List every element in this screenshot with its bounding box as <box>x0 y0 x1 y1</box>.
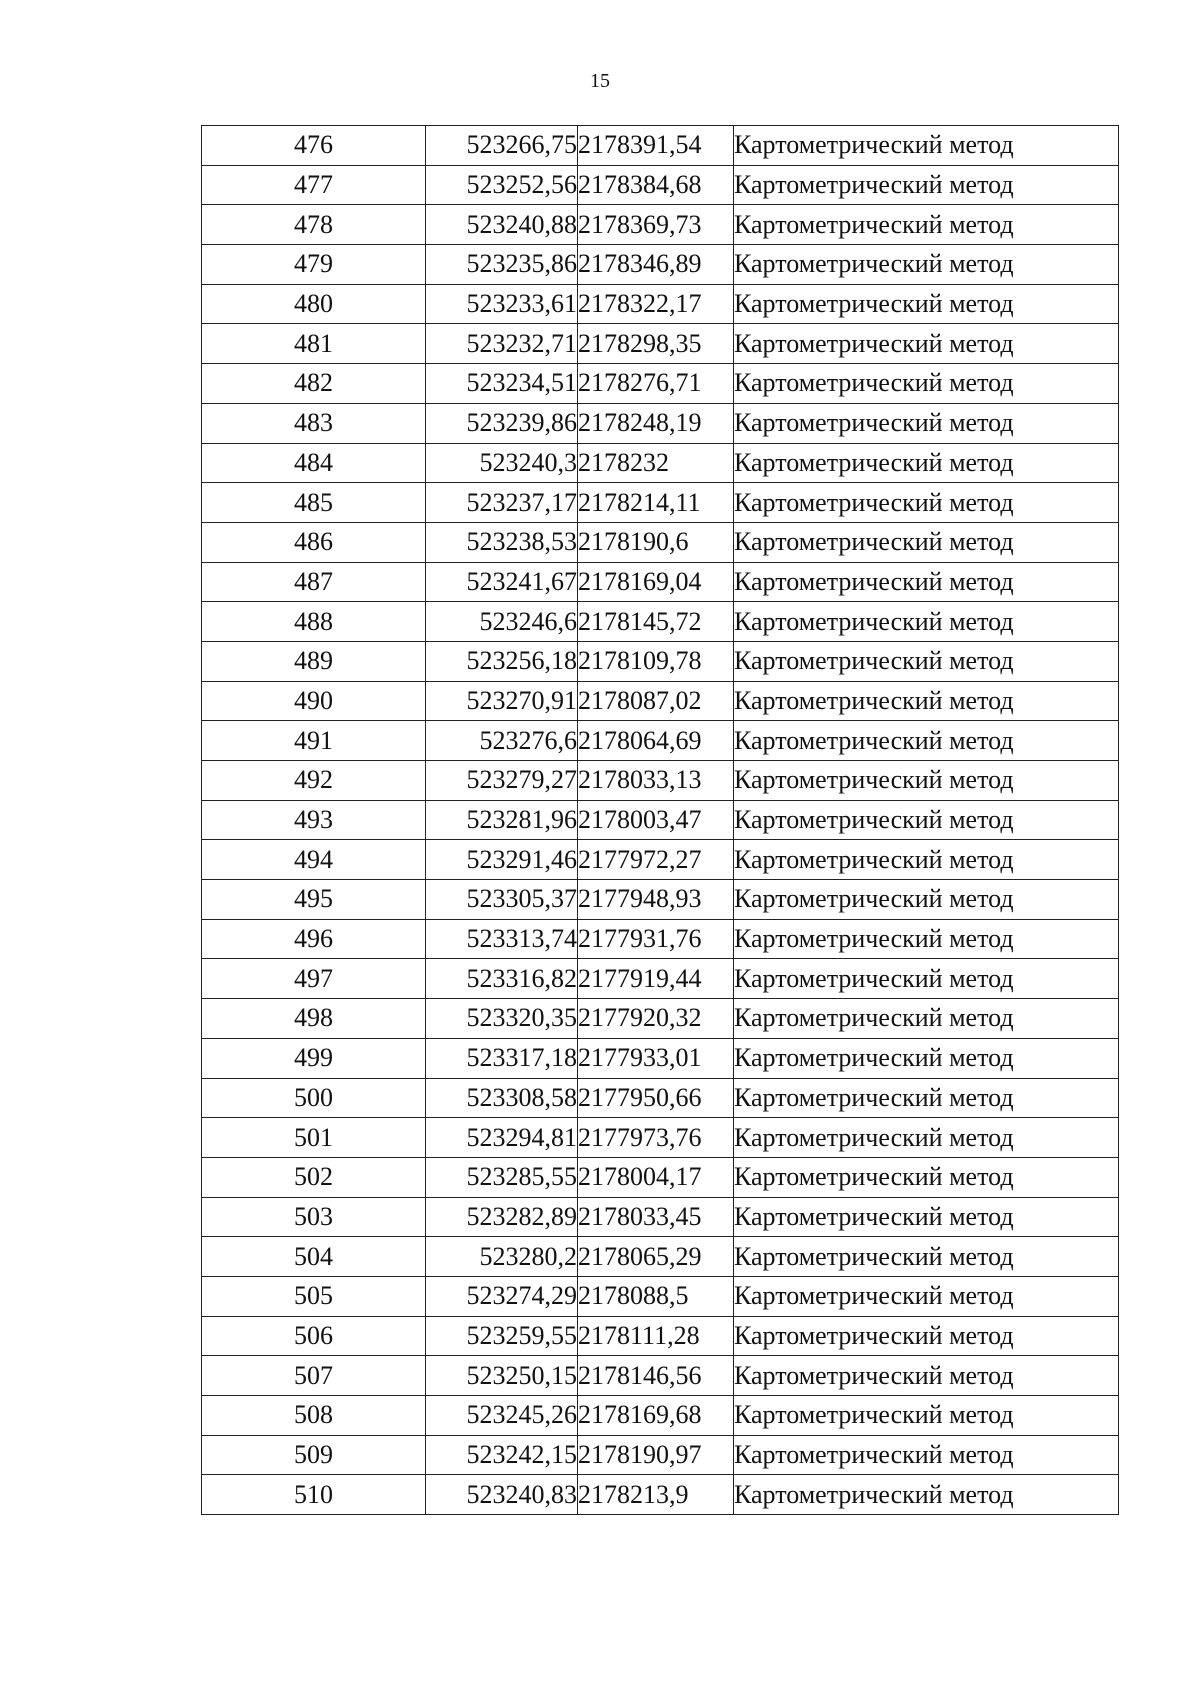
x-coordinate-cell: 523270,91 <box>426 681 578 721</box>
y-coordinate-cell: 2178087,02 <box>578 681 734 721</box>
method-cell: Картометрический метод <box>734 522 1119 562</box>
x-coordinate-cell: 523234,51 <box>426 364 578 404</box>
y-coordinate-cell: 2177931,76 <box>578 919 734 959</box>
point-number-cell: 497 <box>202 959 426 999</box>
table-row <box>202 641 1119 681</box>
point-number-cell: 486 <box>202 522 426 562</box>
y-coordinate-cell: 2178088,5 <box>578 1276 734 1316</box>
x-coordinate-cell: 523266,75 <box>426 126 578 166</box>
table-row <box>202 284 1119 324</box>
point-number-cell: 504 <box>202 1237 426 1277</box>
y-coordinate-cell: 2178109,78 <box>578 641 734 681</box>
method-cell: Картометрический метод <box>734 324 1119 364</box>
point-number-cell: 503 <box>202 1197 426 1237</box>
method-cell: Картометрический метод <box>734 1078 1119 1118</box>
point-number-cell: 476 <box>202 126 426 166</box>
x-coordinate-cell: 523241,67 <box>426 562 578 602</box>
method-cell: Картометрический метод <box>734 999 1119 1039</box>
point-number-cell: 507 <box>202 1356 426 1396</box>
y-coordinate-cell: 2177920,32 <box>578 999 734 1039</box>
method-cell: Картометрический метод <box>734 959 1119 999</box>
table-row <box>202 840 1119 880</box>
point-number-cell: 508 <box>202 1396 426 1436</box>
method-cell: Картометрический метод <box>734 1157 1119 1197</box>
y-coordinate-cell: 2178213,9 <box>578 1475 734 1515</box>
coordinates-table <box>201 125 1119 1515</box>
method-cell: Картометрический метод <box>734 919 1119 959</box>
y-coordinate-cell: 2178145,72 <box>578 602 734 642</box>
method-cell: Картометрический метод <box>734 1475 1119 1515</box>
point-number-cell: 480 <box>202 284 426 324</box>
x-coordinate-cell: 523294,81 <box>426 1118 578 1158</box>
table-row <box>202 1078 1119 1118</box>
x-coordinate-cell: 523274,29 <box>426 1276 578 1316</box>
table-row <box>202 1356 1119 1396</box>
y-coordinate-cell: 2178214,11 <box>578 483 734 523</box>
x-coordinate-cell: 523240,3 <box>426 443 578 483</box>
method-cell: Картометрический метод <box>734 364 1119 404</box>
point-number-cell: 489 <box>202 641 426 681</box>
point-number-cell: 493 <box>202 800 426 840</box>
point-number-cell: 505 <box>202 1276 426 1316</box>
method-cell: Картометрический метод <box>734 245 1119 285</box>
x-coordinate-cell: 523259,55 <box>426 1316 578 1356</box>
y-coordinate-cell: 2178146,56 <box>578 1356 734 1396</box>
x-coordinate-cell: 523305,37 <box>426 880 578 920</box>
table-row <box>202 800 1119 840</box>
x-coordinate-cell: 523281,96 <box>426 800 578 840</box>
y-coordinate-cell: 2177950,66 <box>578 1078 734 1118</box>
x-coordinate-cell: 523317,18 <box>426 1038 578 1078</box>
table-row <box>202 1475 1119 1515</box>
y-coordinate-cell: 2178004,17 <box>578 1157 734 1197</box>
point-number-cell: 495 <box>202 880 426 920</box>
x-coordinate-cell: 523238,53 <box>426 522 578 562</box>
table-row <box>202 324 1119 364</box>
method-cell: Картометрический метод <box>734 761 1119 801</box>
y-coordinate-cell: 2178346,89 <box>578 245 734 285</box>
point-number-cell: 482 <box>202 364 426 404</box>
point-number-cell: 510 <box>202 1475 426 1515</box>
y-coordinate-cell: 2177973,76 <box>578 1118 734 1158</box>
table-row <box>202 1316 1119 1356</box>
y-coordinate-cell: 2178065,29 <box>578 1237 734 1277</box>
point-number-cell: 483 <box>202 403 426 443</box>
table-row <box>202 364 1119 404</box>
point-number-cell: 494 <box>202 840 426 880</box>
x-coordinate-cell: 523316,82 <box>426 959 578 999</box>
point-number-cell: 484 <box>202 443 426 483</box>
y-coordinate-cell: 2178384,68 <box>578 165 734 205</box>
point-number-cell: 487 <box>202 562 426 602</box>
table-body <box>202 126 1119 1515</box>
table-row <box>202 165 1119 205</box>
point-number-cell: 502 <box>202 1157 426 1197</box>
x-coordinate-cell: 523245,26 <box>426 1396 578 1436</box>
table-row <box>202 999 1119 1039</box>
y-coordinate-cell: 2177933,01 <box>578 1038 734 1078</box>
x-coordinate-cell: 523291,46 <box>426 840 578 880</box>
point-number-cell: 506 <box>202 1316 426 1356</box>
y-coordinate-cell: 2178033,13 <box>578 761 734 801</box>
y-coordinate-cell: 2177972,27 <box>578 840 734 880</box>
table-row <box>202 1276 1119 1316</box>
method-cell: Картометрический метод <box>734 403 1119 443</box>
x-coordinate-cell: 523239,86 <box>426 403 578 443</box>
point-number-cell: 485 <box>202 483 426 523</box>
table-row <box>202 483 1119 523</box>
x-coordinate-cell: 523242,15 <box>426 1435 578 1475</box>
x-coordinate-cell: 523232,71 <box>426 324 578 364</box>
x-coordinate-cell: 523308,58 <box>426 1078 578 1118</box>
y-coordinate-cell: 2178248,19 <box>578 403 734 443</box>
table-row <box>202 681 1119 721</box>
method-cell: Картометрический метод <box>734 205 1119 245</box>
x-coordinate-cell: 523313,74 <box>426 919 578 959</box>
y-coordinate-cell: 2178391,54 <box>578 126 734 166</box>
method-cell: Картометрический метод <box>734 681 1119 721</box>
method-cell: Картометрический метод <box>734 800 1119 840</box>
x-coordinate-cell: 523237,17 <box>426 483 578 523</box>
y-coordinate-cell: 2178322,17 <box>578 284 734 324</box>
x-coordinate-cell: 523250,15 <box>426 1356 578 1396</box>
y-coordinate-cell: 2177948,93 <box>578 880 734 920</box>
page-number: 15 <box>590 70 610 92</box>
method-cell: Картометрический метод <box>734 126 1119 166</box>
method-cell: Картометрический метод <box>734 1237 1119 1277</box>
method-cell: Картометрический метод <box>734 562 1119 602</box>
x-coordinate-cell: 523282,89 <box>426 1197 578 1237</box>
point-number-cell: 479 <box>202 245 426 285</box>
x-coordinate-cell: 523233,61 <box>426 284 578 324</box>
point-number-cell: 492 <box>202 761 426 801</box>
table-row <box>202 1237 1119 1277</box>
method-cell: Картометрический метод <box>734 1316 1119 1356</box>
table-row <box>202 919 1119 959</box>
point-number-cell: 491 <box>202 721 426 761</box>
table-row <box>202 1197 1119 1237</box>
y-coordinate-cell: 2178190,6 <box>578 522 734 562</box>
x-coordinate-cell: 523240,88 <box>426 205 578 245</box>
point-number-cell: 509 <box>202 1435 426 1475</box>
table-row <box>202 602 1119 642</box>
point-number-cell: 481 <box>202 324 426 364</box>
point-number-cell: 478 <box>202 205 426 245</box>
x-coordinate-cell: 523256,18 <box>426 641 578 681</box>
point-number-cell: 488 <box>202 602 426 642</box>
x-coordinate-cell: 523280,2 <box>426 1237 578 1277</box>
table-row <box>202 1118 1119 1158</box>
x-coordinate-cell: 523252,56 <box>426 165 578 205</box>
point-number-cell: 499 <box>202 1038 426 1078</box>
table-row <box>202 126 1119 166</box>
method-cell: Картометрический метод <box>734 721 1119 761</box>
point-number-cell: 501 <box>202 1118 426 1158</box>
x-coordinate-cell: 523240,83 <box>426 1475 578 1515</box>
point-number-cell: 500 <box>202 1078 426 1118</box>
y-coordinate-cell: 2178003,47 <box>578 800 734 840</box>
table-row <box>202 1038 1119 1078</box>
x-coordinate-cell: 523276,6 <box>426 721 578 761</box>
y-coordinate-cell: 2178169,04 <box>578 562 734 602</box>
point-number-cell: 496 <box>202 919 426 959</box>
table-row <box>202 205 1119 245</box>
point-number-cell: 490 <box>202 681 426 721</box>
y-coordinate-cell: 2178111,28 <box>578 1316 734 1356</box>
method-cell: Картометрический метод <box>734 483 1119 523</box>
y-coordinate-cell: 2178369,73 <box>578 205 734 245</box>
point-number-cell: 477 <box>202 165 426 205</box>
method-cell: Картометрический метод <box>734 1118 1119 1158</box>
y-coordinate-cell: 2178232 <box>578 443 734 483</box>
table-row <box>202 403 1119 443</box>
y-coordinate-cell: 2178190,97 <box>578 1435 734 1475</box>
table-row <box>202 1435 1119 1475</box>
x-coordinate-cell: 523320,35 <box>426 999 578 1039</box>
y-coordinate-cell: 2178169,68 <box>578 1396 734 1436</box>
x-coordinate-cell: 523246,6 <box>426 602 578 642</box>
table-row <box>202 245 1119 285</box>
y-coordinate-cell: 2178033,45 <box>578 1197 734 1237</box>
table-row <box>202 1396 1119 1436</box>
method-cell: Картометрический метод <box>734 840 1119 880</box>
x-coordinate-cell: 523235,86 <box>426 245 578 285</box>
table-row <box>202 959 1119 999</box>
method-cell: Картометрический метод <box>734 1396 1119 1436</box>
table-row <box>202 522 1119 562</box>
table-row <box>202 761 1119 801</box>
method-cell: Картометрический метод <box>734 1038 1119 1078</box>
method-cell: Картометрический метод <box>734 641 1119 681</box>
method-cell: Картометрический метод <box>734 1276 1119 1316</box>
y-coordinate-cell: 2178276,71 <box>578 364 734 404</box>
y-coordinate-cell: 2178064,69 <box>578 721 734 761</box>
method-cell: Картометрический метод <box>734 165 1119 205</box>
table-row <box>202 1157 1119 1197</box>
method-cell: Картометрический метод <box>734 443 1119 483</box>
table-row <box>202 562 1119 602</box>
method-cell: Картометрический метод <box>734 1356 1119 1396</box>
x-coordinate-cell: 523279,27 <box>426 761 578 801</box>
point-number-cell: 498 <box>202 999 426 1039</box>
table-row <box>202 443 1119 483</box>
table-row <box>202 721 1119 761</box>
method-cell: Картометрический метод <box>734 880 1119 920</box>
method-cell: Картометрический метод <box>734 1435 1119 1475</box>
x-coordinate-cell: 523285,55 <box>426 1157 578 1197</box>
y-coordinate-cell: 2177919,44 <box>578 959 734 999</box>
method-cell: Картометрический метод <box>734 284 1119 324</box>
method-cell: Картометрический метод <box>734 602 1119 642</box>
y-coordinate-cell: 2178298,35 <box>578 324 734 364</box>
table-row <box>202 880 1119 920</box>
method-cell: Картометрический метод <box>734 1197 1119 1237</box>
